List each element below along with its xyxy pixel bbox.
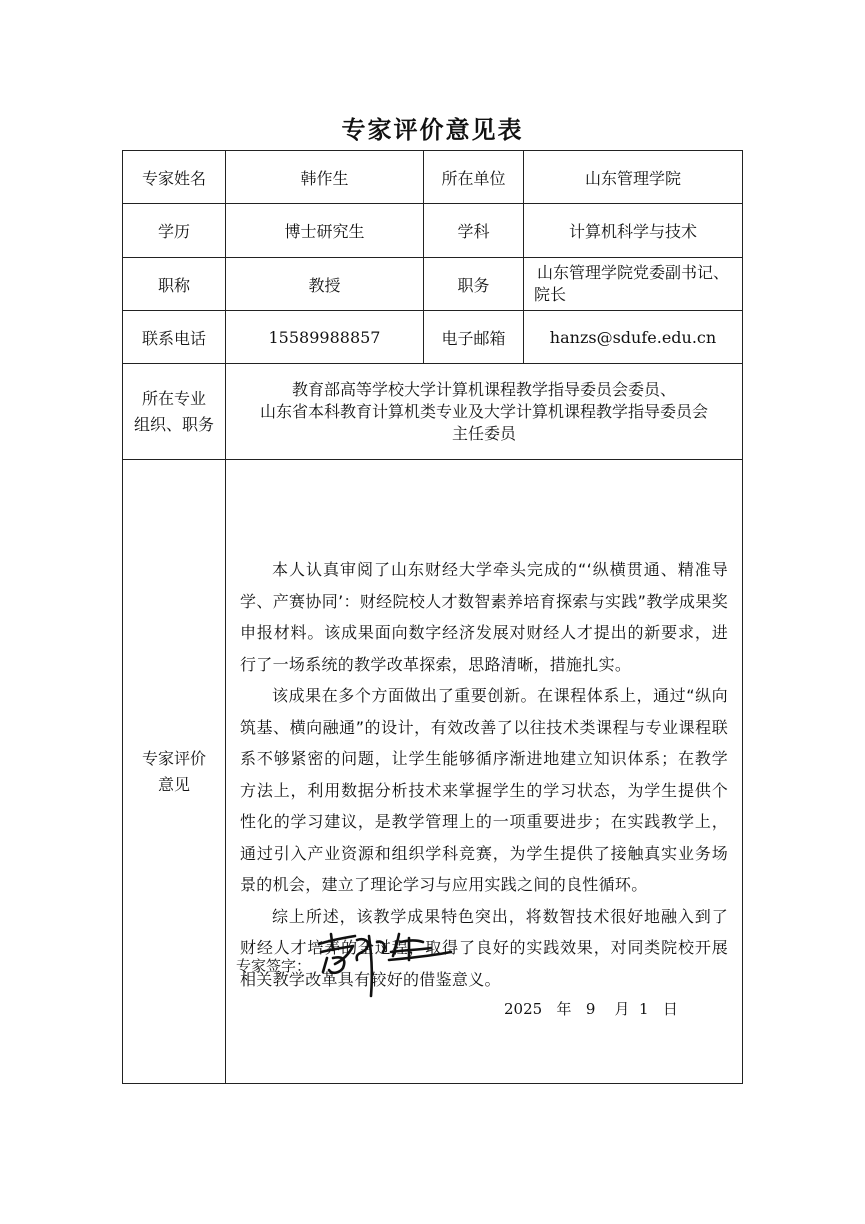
date-row bbox=[504, 998, 678, 1019]
org-line-1: 教育部高等学校大学计算机课程教学指导委员会委员、 bbox=[291, 379, 676, 399]
org-line-2: 山东省本科教育计算机类专业及大学计算机课程教学指导委员会 bbox=[259, 401, 708, 421]
table-row bbox=[123, 311, 743, 364]
handwritten-signature bbox=[313, 930, 453, 1002]
date-year-unit: 年 bbox=[556, 1000, 572, 1018]
org-label-line1: 所在专业 bbox=[141, 388, 206, 408]
email-value: hanzs@sdufe.edu.cn bbox=[524, 311, 743, 364]
table-row bbox=[123, 258, 743, 311]
page-title: 专家评价意见表 bbox=[341, 116, 524, 144]
title-rank-value: 教授 bbox=[226, 258, 424, 311]
date-month: 9 bbox=[585, 1000, 596, 1018]
org-label bbox=[123, 364, 226, 460]
signature-label: 专家签字： bbox=[236, 957, 312, 975]
opinion-paragraph-2: 该成果在多个方面做出了重要创新。在课程体系上，通过“纵向筑基、横向融通”的设计，有效改善了以往技术类课程与专业课程联系不够紧密的问题，让学生能够循序渐进地建立知识体系；在教学方法上，利用数据分析技术来掌握学生的学习状态，为学生提供个性化的学习建议，是教学管理上的一项重要进步；在实践教学上，通过引入产业资源和组织学科竞赛，为学生提供了接触真实业务场景的机会，建立了理论学习与应用实践之间的良性循环。 bbox=[240, 686, 728, 894]
position-value-line2: 院长 bbox=[534, 285, 567, 304]
position-value bbox=[524, 258, 743, 311]
opinion-label-line1: 专家评价 bbox=[141, 748, 206, 768]
unit-value: 山东管理学院 bbox=[524, 151, 743, 204]
opinion-paragraph-1: 本人认真审阅了山东财经大学牵头完成的“‘纵横贯通、精准导学、产赛协同’：财经院校人才数智素养培育探索与实践”教学成果奖申报材料。该成果面向数字经济发展对财经人才提出的新要求，进行了一场系统的教学改革探索，思路清晰，措施扎实。 bbox=[240, 560, 728, 674]
email-label: 电子邮箱 bbox=[424, 311, 524, 364]
degree-label: 学历 bbox=[123, 204, 226, 258]
org-line-3: 主任委员 bbox=[451, 423, 516, 443]
phone-label: 联系电话 bbox=[123, 311, 226, 364]
discipline-value: 计算机科学与技术 bbox=[524, 204, 743, 258]
degree-value: 博士研究生 bbox=[226, 204, 424, 258]
position-value-line1: 山东管理学院党委副书记、 bbox=[536, 263, 729, 282]
title-rank-label: 职称 bbox=[123, 258, 226, 311]
org-value bbox=[226, 364, 743, 460]
opinion-label-line2: 意见 bbox=[157, 774, 190, 794]
unit-label: 所在单位 bbox=[424, 151, 524, 204]
position-label: 职务 bbox=[424, 258, 524, 311]
phone-value: 15589988857 bbox=[226, 311, 424, 364]
discipline-label: 学科 bbox=[424, 204, 524, 258]
expert-name-value: 韩作生 bbox=[226, 151, 424, 204]
table-row bbox=[123, 460, 743, 1084]
date-month-unit: 月 bbox=[614, 1000, 630, 1018]
table-row bbox=[123, 204, 743, 258]
date-day: 1 bbox=[639, 1000, 649, 1018]
expert-name-label: 专家姓名 bbox=[123, 151, 226, 204]
opinion-cell bbox=[226, 460, 743, 1084]
date-year: 2025 bbox=[504, 1000, 543, 1018]
org-label-line2: 组织、职务 bbox=[133, 414, 214, 434]
opinion-paragraph-3: 综上所述，该教学成果特色突出，将数智技术很好地融入到了财经人才培养的全过程，取得了良好的实践效果，对同类院校开展相关教学改革具有较好的借鉴意义。 bbox=[240, 906, 728, 989]
date-day-unit: 日 bbox=[662, 1000, 678, 1018]
table-row bbox=[123, 364, 743, 460]
opinion-body bbox=[232, 548, 736, 995]
opinion-label bbox=[123, 460, 226, 1084]
signature-row bbox=[236, 930, 453, 976]
evaluation-form-table bbox=[122, 150, 743, 1084]
table-row bbox=[123, 151, 743, 204]
